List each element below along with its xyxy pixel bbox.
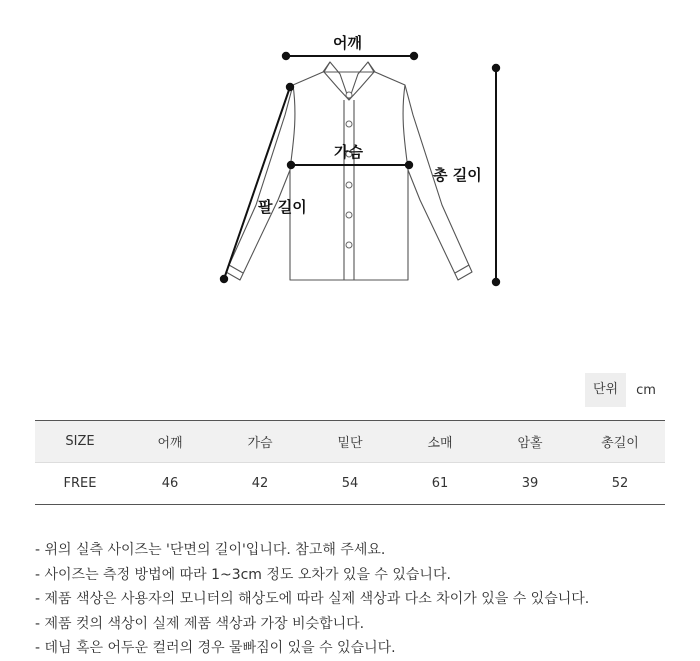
note-item: - 위의 실측 사이즈는 '단면의 길이'입니다. 참고해 주세요. (35, 542, 386, 558)
header-armhole: 암홀 (485, 421, 575, 463)
unit-indicator (585, 373, 656, 407)
table-row (35, 463, 665, 505)
chest-label: 가슴 (334, 143, 363, 161)
header-chest: 가슴 (215, 421, 305, 463)
note-item: - 제품 색상은 사용자의 모니터의 해상도에 따라 실제 색상과 다소 차이가 있을 수 있습니다. (35, 591, 590, 607)
cell-total-length: 52 (575, 463, 665, 505)
size-table (35, 420, 665, 505)
cell-armhole: 39 (485, 463, 575, 505)
note-item: - 데님 혹은 어두운 컬러의 경우 물빠짐이 있을 수 있습니다. (35, 640, 396, 656)
header-sleeve: 소매 (395, 421, 485, 463)
header-shoulder: 어깨 (125, 421, 215, 463)
cell-size: FREE (35, 463, 125, 505)
unit-value: cm (636, 382, 656, 398)
sleeve-length-label: 팔 길이 (258, 198, 307, 216)
header-total-length: 총길이 (575, 421, 665, 463)
note-item: - 사이즈는 측정 방법에 따라 1~3cm 정도 오차가 있을 수 있습니다. (35, 566, 451, 583)
garment-measurement-diagram (0, 0, 700, 300)
cell-hem: 54 (305, 463, 395, 505)
cell-sleeve: 61 (395, 463, 485, 505)
shoulder-label: 어깨 (333, 34, 362, 52)
note-item: - 제품 컷의 색상이 실제 제품 색상과 가장 비슷합니다. (35, 615, 365, 632)
notes-list (35, 538, 685, 661)
size-table-header-row (35, 421, 665, 463)
header-hem: 밑단 (305, 421, 395, 463)
header-size: SIZE (35, 421, 125, 463)
unit-label: 단위 (585, 373, 626, 407)
total-length-label: 총 길이 (433, 166, 482, 184)
cell-shoulder: 46 (125, 463, 215, 505)
cell-chest: 42 (215, 463, 305, 505)
